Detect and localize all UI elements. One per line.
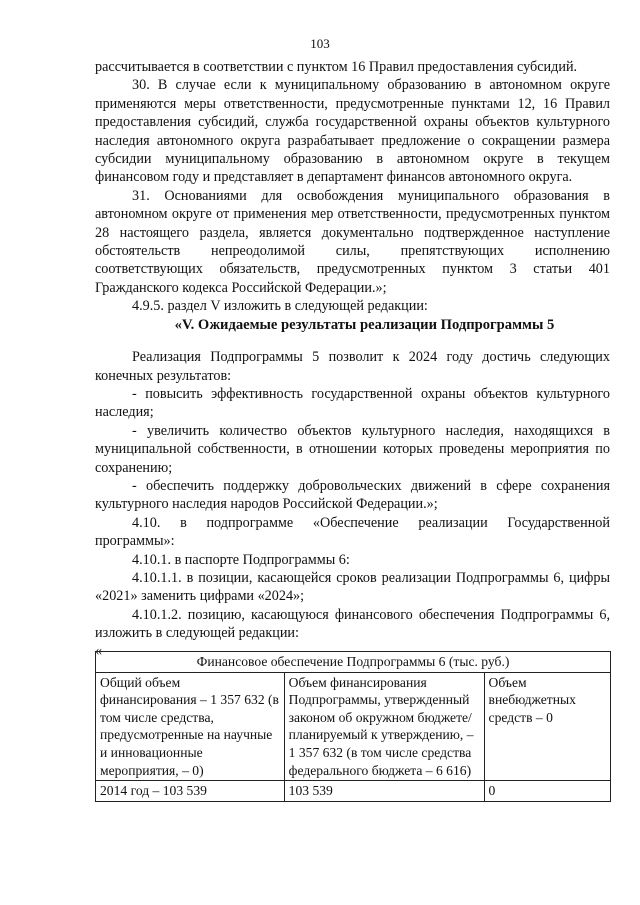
paragraph-result-3: - обеспечить поддержку добровольческих движений в сфере сохранения культурного наследия народов Российской Федерации.»;: [95, 477, 610, 513]
paragraph-result-2: - увеличить количество объектов культурного наследия, находящихся в муниципальной собственности, в отношении которых проведены мероприятия по сохранению;: [95, 422, 610, 476]
paragraph-amendment-4-10: 4.10. в подпрограмме «Обеспечение реализации Государственной программы»:: [95, 514, 610, 550]
cell-amount: 103 539: [284, 781, 484, 802]
paragraph-continuation: рассчитывается в соответствии с пунктом 16 Правил предоставления субсидий.: [95, 59, 578, 75]
paragraph-item-30: 30. В случае если к муниципальному образованию в автономном округе применяются меры ответственности, предусмотренные пунктами 12, 16 Правил предоставления субсидий, служба государственной охраны объектов культурного наследия автономного округа разрабатывает предложение о сокращении размера субсидии муниципальному образованию в автономном округе в текущем финансовом году и представляет в департамент финансов автономного округа.: [95, 77, 610, 186]
table-caption-row: [96, 652, 611, 673]
document-body: [95, 58, 610, 659]
paragraph-amendment-4-10-1: 4.10.1. в паспорте Подпрограммы 6:: [132, 551, 350, 568]
page-number: 103: [310, 36, 330, 51]
paragraph-amendment-4-10-1-1: 4.10.1.1. в позиции, касающейся сроков реализации Подпрограммы 6, цифры «2021» заменить цифрами «2024»;: [95, 569, 610, 605]
table-row: [96, 781, 611, 802]
section-heading: «V. Ожидаемые результаты реализации Подпрограммы 5: [174, 316, 555, 333]
spacer: [95, 334, 610, 348]
financing-table: [95, 651, 611, 802]
paragraph-result-1: - повысить эффективность государственной охраны объектов культурного наследия;: [95, 385, 610, 421]
paragraph-amendment-4-10-1-2: 4.10.1.2. позицию, касающуюся финансового обеспечения Подпрограммы 6, изложить в следующей редакции:: [95, 606, 610, 642]
cell-approved-financing: Объем финансирования Подпрограммы, утвержденный законом об окружном бюджете/планируемый к утверждению, – 1 357 632 (в том числе средства федерального бюджета – 6 616): [284, 672, 484, 781]
opening-quote: «: [95, 642, 103, 659]
paragraph-item-31: 31. Основаниями для освобождения муниципального образования в автономном округе от применения мер ответственности, предусмотренных пунктом 28 настоящего раздела, является документально подтвержденное наступление обстоятельств непреодолимой силы, препятствующих исполнению соответствующих обязательств, предусмотренных пунктом 3 статьи 401 Гражданского кодекса Российской Федерации.»;: [95, 187, 610, 296]
table-caption: Финансовое обеспечение Подпрограммы 6 (тыс. руб.): [96, 652, 611, 673]
cell-extrabudgetary-amount: 0: [484, 781, 610, 802]
cell-extrabudgetary: Объем внебюджетных средств – 0: [484, 672, 610, 781]
cell-year-2014: 2014 год – 103 539: [96, 781, 285, 802]
paragraph-results-intro: Реализация Подпрограммы 5 позволит к 2024 году достичь следующих конечных результатов:: [95, 349, 610, 384]
paragraph-amendment-4-9-5: 4.9.5. раздел V изложить в следующей редакции:: [132, 298, 428, 315]
table-header-row: [96, 672, 611, 781]
cell-total-financing: Общий объем финансирования – 1 357 632 (в том числе средства, предусмотренные на научные и инновационные мероприятия, – 0): [96, 672, 285, 781]
